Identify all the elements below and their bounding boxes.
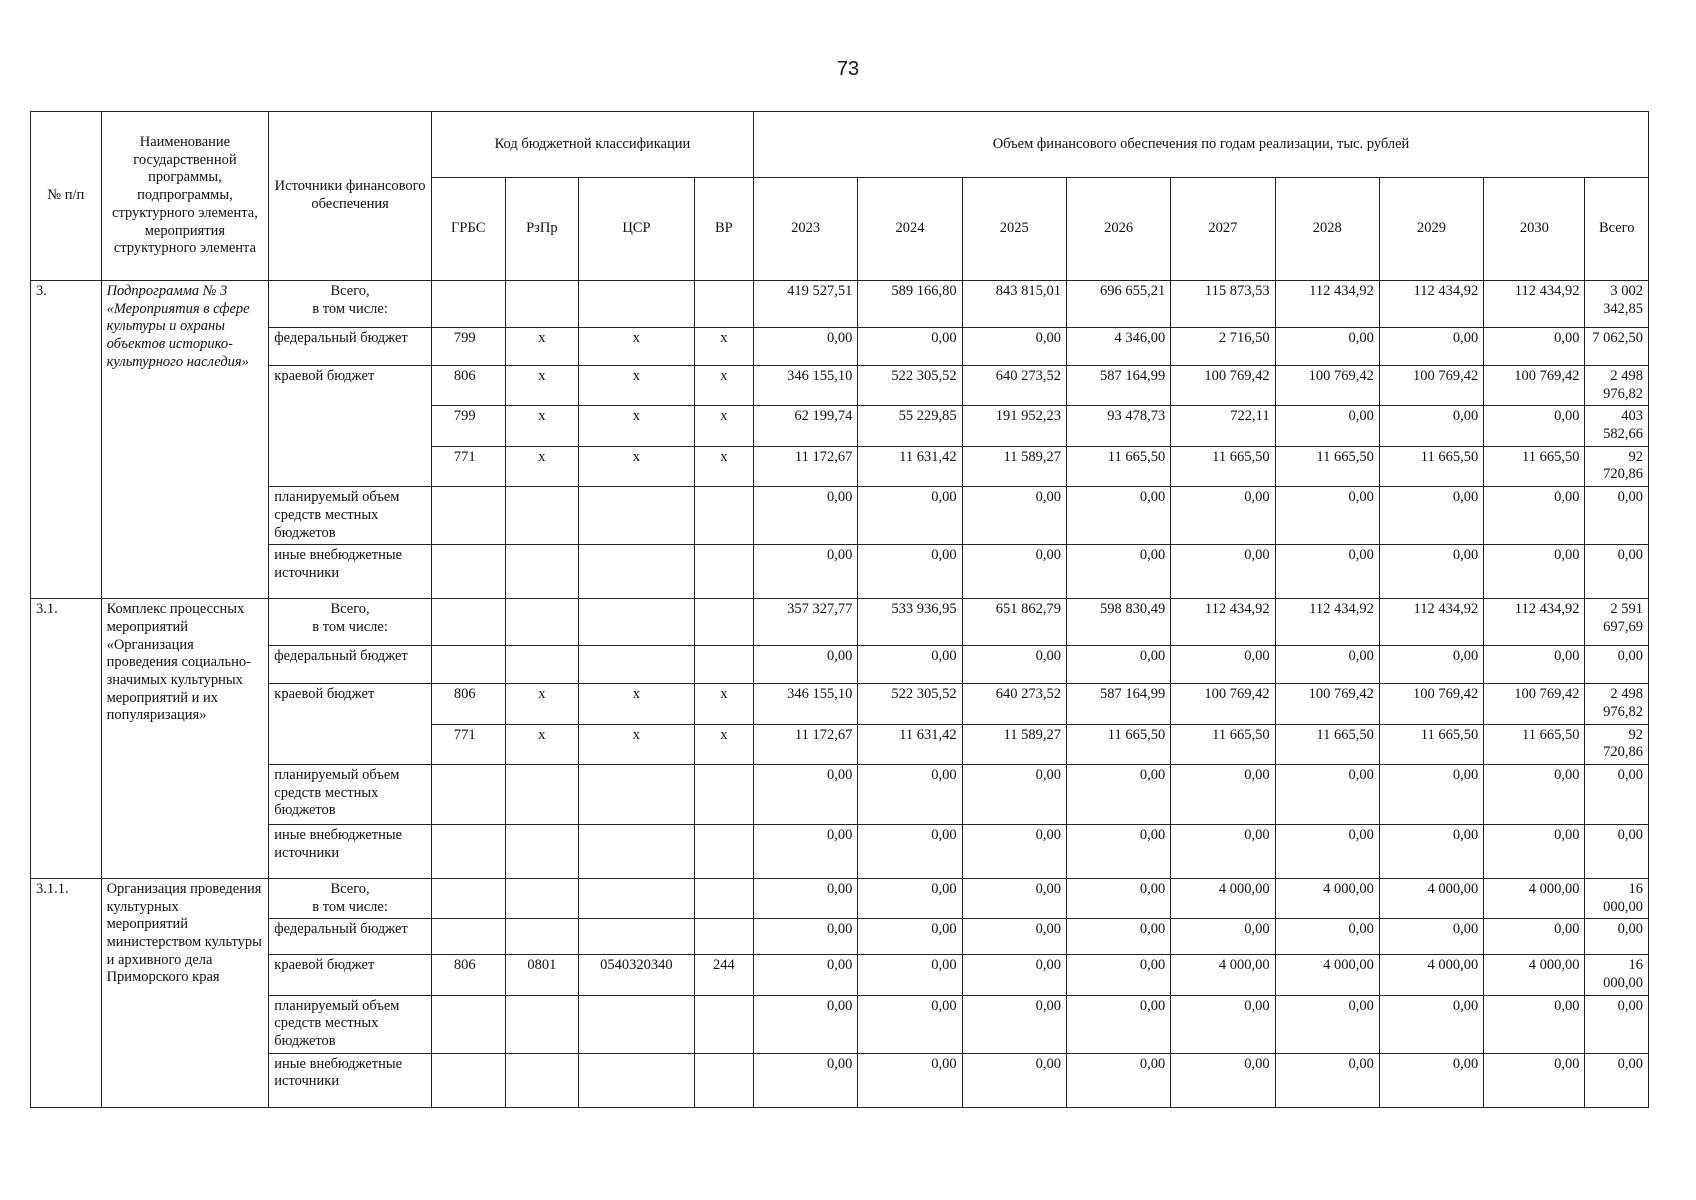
value-year: 0,00 <box>1484 995 1585 1053</box>
header-name: Наименование государственной программы, подпрограммы, структурного элемента, мероприятия структурного элемента <box>101 112 269 281</box>
table-row <box>31 955 1649 995</box>
code-grbs <box>431 646 505 684</box>
header-volume: Объем финансового обеспечения по годам реализации, тыс. рублей <box>754 112 1649 178</box>
value-year: 4 000,00 <box>1171 878 1275 918</box>
code-csr <box>579 599 695 646</box>
value-year: 0,00 <box>1379 919 1483 955</box>
value-year: 722,11 <box>1171 406 1275 446</box>
value-year: 2 716,50 <box>1171 328 1275 366</box>
value-year: 0,00 <box>1484 919 1585 955</box>
value-year: 93 478,73 <box>1066 406 1170 446</box>
table-row <box>31 328 1649 366</box>
value-year: 0,00 <box>1171 995 1275 1053</box>
value-year: 0,00 <box>858 545 962 599</box>
code-grbs <box>431 487 505 545</box>
value-year: 0,00 <box>1275 919 1379 955</box>
value-year: 11 665,50 <box>1275 446 1379 486</box>
value-year: 0,00 <box>1275 824 1379 878</box>
value-year: 0,00 <box>858 824 962 878</box>
value-year: 651 862,79 <box>962 599 1066 646</box>
value-total: 0,00 <box>1585 764 1649 824</box>
code-csr <box>579 878 695 918</box>
code-vr <box>694 599 753 646</box>
value-year: 357 327,77 <box>754 599 858 646</box>
value-total: 0,00 <box>1585 487 1649 545</box>
table-row <box>31 545 1649 599</box>
header-csr: ЦСР <box>579 178 695 281</box>
value-year: 640 273,52 <box>962 366 1066 406</box>
header-grbs: ГРБС <box>431 178 505 281</box>
financing-table <box>30 111 1649 1108</box>
value-year: 100 769,42 <box>1171 684 1275 724</box>
value-year: 0,00 <box>962 646 1066 684</box>
code-csr <box>579 995 695 1053</box>
code-vr: x <box>694 406 753 446</box>
value-year: 0,00 <box>1484 764 1585 824</box>
value-year: 0,00 <box>1379 406 1483 446</box>
table-row <box>31 487 1649 545</box>
value-total: 2 498 976,82 <box>1585 684 1649 724</box>
value-year: 112 434,92 <box>1379 599 1483 646</box>
header-row-1 <box>31 112 1649 178</box>
value-year: 100 769,42 <box>1484 684 1585 724</box>
value-year: 0,00 <box>1066 955 1170 995</box>
value-year: 112 434,92 <box>1484 599 1585 646</box>
code-grbs: 771 <box>431 446 505 486</box>
header-year: 2030 <box>1484 178 1585 281</box>
code-grbs <box>431 1053 505 1107</box>
code-vr <box>694 646 753 684</box>
table-row <box>31 824 1649 878</box>
value-total: 0,00 <box>1585 995 1649 1053</box>
value-year: 4 346,00 <box>1066 328 1170 366</box>
header-year: 2023 <box>754 178 858 281</box>
code-rzpr: x <box>505 446 579 486</box>
value-year: 11 589,27 <box>962 724 1066 764</box>
page-number: 73 <box>836 58 860 80</box>
code-csr: x <box>579 406 695 446</box>
code-vr <box>694 919 753 955</box>
header-year: 2025 <box>962 178 1066 281</box>
value-year: 589 166,80 <box>858 281 962 328</box>
value-year: 55 229,85 <box>858 406 962 446</box>
value-year: 0,00 <box>1275 1053 1379 1107</box>
value-year: 112 434,92 <box>1275 599 1379 646</box>
code-csr: x <box>579 366 695 406</box>
table-row <box>31 995 1649 1053</box>
value-year: 11 665,50 <box>1171 724 1275 764</box>
value-year: 0,00 <box>754 995 858 1053</box>
code-grbs <box>431 878 505 918</box>
value-year: 0,00 <box>1066 878 1170 918</box>
header-vr: ВР <box>694 178 753 281</box>
code-csr: x <box>579 724 695 764</box>
header-year: 2028 <box>1275 178 1379 281</box>
program-name: Организация проведения культурных мероприятий министерством культуры и архивного дела Приморского края <box>101 878 269 1107</box>
value-year: 4 000,00 <box>1379 878 1483 918</box>
value-year: 0,00 <box>1066 1053 1170 1107</box>
value-year: 11 665,50 <box>1066 446 1170 486</box>
table-row <box>31 764 1649 824</box>
source-name: краевой бюджет <box>269 684 432 765</box>
value-year: 0,00 <box>858 919 962 955</box>
value-year: 100 769,42 <box>1379 684 1483 724</box>
value-year: 11 665,50 <box>1379 446 1483 486</box>
value-year: 522 305,52 <box>858 684 962 724</box>
value-year: 0,00 <box>962 995 1066 1053</box>
value-year: 0,00 <box>1066 545 1170 599</box>
code-grbs: 799 <box>431 406 505 446</box>
source-name: планируемый объем средств местных бюджетов <box>269 995 432 1053</box>
value-year: 4 000,00 <box>1379 955 1483 995</box>
code-rzpr <box>505 919 579 955</box>
code-grbs: 799 <box>431 328 505 366</box>
value-year: 0,00 <box>1484 824 1585 878</box>
value-year: 0,00 <box>858 487 962 545</box>
source-name: иные внебюджетные источники <box>269 545 432 599</box>
value-year: 0,00 <box>858 995 962 1053</box>
header-rzpr: РзПр <box>505 178 579 281</box>
code-csr: x <box>579 684 695 724</box>
code-rzpr: x <box>505 724 579 764</box>
value-year: 0,00 <box>1379 764 1483 824</box>
value-year: 533 936,95 <box>858 599 962 646</box>
code-vr <box>694 878 753 918</box>
table-row <box>31 599 1649 646</box>
code-vr: x <box>694 366 753 406</box>
header-kbk: Код бюджетной классификации <box>431 112 753 178</box>
source-name: краевой бюджет <box>269 955 432 995</box>
table-row <box>31 684 1649 724</box>
value-year: 0,00 <box>962 1053 1066 1107</box>
code-csr <box>579 824 695 878</box>
code-rzpr: x <box>505 366 579 406</box>
value-year: 0,00 <box>1066 919 1170 955</box>
source-name: федеральный бюджет <box>269 328 432 366</box>
code-grbs: 771 <box>431 724 505 764</box>
value-total: 16 000,00 <box>1585 955 1649 995</box>
value-year: 11 172,67 <box>754 446 858 486</box>
table-row <box>31 1053 1649 1107</box>
value-year: 587 164,99 <box>1066 366 1170 406</box>
value-year: 843 815,01 <box>962 281 1066 328</box>
value-year: 346 155,10 <box>754 366 858 406</box>
value-year: 587 164,99 <box>1066 684 1170 724</box>
value-year: 0,00 <box>754 764 858 824</box>
value-year: 0,00 <box>1275 328 1379 366</box>
value-year: 0,00 <box>858 646 962 684</box>
code-vr <box>694 545 753 599</box>
source-total: Всего, в том числе: <box>269 281 432 328</box>
value-year: 11 589,27 <box>962 446 1066 486</box>
source-name: планируемый объем средств местных бюджетов <box>269 764 432 824</box>
source-name: планируемый объем средств местных бюджетов <box>269 487 432 545</box>
value-total: 0,00 <box>1585 919 1649 955</box>
value-year: 112 434,92 <box>1171 599 1275 646</box>
code-grbs <box>431 599 505 646</box>
value-year: 346 155,10 <box>754 684 858 724</box>
code-grbs <box>431 919 505 955</box>
value-year: 11 665,50 <box>1484 724 1585 764</box>
value-year: 0,00 <box>1484 406 1585 446</box>
source-name: иные внебюджетные источники <box>269 1053 432 1107</box>
value-year: 0,00 <box>1484 646 1585 684</box>
value-year: 62 199,74 <box>754 406 858 446</box>
value-year: 100 769,42 <box>1379 366 1483 406</box>
value-year: 100 769,42 <box>1171 366 1275 406</box>
value-total: 2 498 976,82 <box>1585 366 1649 406</box>
value-year: 0,00 <box>1066 487 1170 545</box>
code-grbs: 806 <box>431 955 505 995</box>
value-year: 0,00 <box>1066 995 1170 1053</box>
value-year: 0,00 <box>1379 487 1483 545</box>
code-csr <box>579 487 695 545</box>
table-row <box>31 366 1649 406</box>
code-vr: x <box>694 724 753 764</box>
value-year: 191 952,23 <box>962 406 1066 446</box>
value-year: 11 665,50 <box>1171 446 1275 486</box>
value-year: 4 000,00 <box>1275 955 1379 995</box>
code-vr <box>694 824 753 878</box>
value-year: 0,00 <box>962 824 1066 878</box>
value-year: 696 655,21 <box>1066 281 1170 328</box>
code-grbs: 806 <box>431 366 505 406</box>
value-year: 0,00 <box>1275 545 1379 599</box>
code-rzpr <box>505 281 579 328</box>
value-year: 11 631,42 <box>858 724 962 764</box>
code-csr <box>579 545 695 599</box>
value-total: 92 720,86 <box>1585 446 1649 486</box>
value-year: 11 665,50 <box>1066 724 1170 764</box>
value-year: 0,00 <box>1379 995 1483 1053</box>
value-year: 0,00 <box>1379 1053 1483 1107</box>
value-year: 4 000,00 <box>1171 955 1275 995</box>
code-rzpr <box>505 824 579 878</box>
code-rzpr: x <box>505 328 579 366</box>
value-year: 0,00 <box>1066 764 1170 824</box>
value-year: 0,00 <box>754 824 858 878</box>
code-grbs <box>431 545 505 599</box>
header-year: 2024 <box>858 178 962 281</box>
value-year: 112 434,92 <box>1379 281 1483 328</box>
value-year: 419 527,51 <box>754 281 858 328</box>
code-vr: x <box>694 328 753 366</box>
code-rzpr <box>505 545 579 599</box>
value-year: 0,00 <box>1171 1053 1275 1107</box>
program-name: Комплекс процессных мероприятий «Организация проведения социально-значимых культурных мероприятий и их популяризация» <box>101 599 269 879</box>
code-rzpr <box>505 646 579 684</box>
value-year: 0,00 <box>858 1053 962 1107</box>
value-year: 0,00 <box>1171 919 1275 955</box>
value-total: 2 591 697,69 <box>1585 599 1649 646</box>
value-year: 0,00 <box>754 1053 858 1107</box>
code-vr <box>694 1053 753 1107</box>
code-csr <box>579 646 695 684</box>
header-source: Источники финансового обеспечения <box>269 112 432 281</box>
value-year: 0,00 <box>754 878 858 918</box>
value-year: 0,00 <box>754 646 858 684</box>
value-year: 0,00 <box>754 545 858 599</box>
table-row <box>31 919 1649 955</box>
code-rzpr <box>505 764 579 824</box>
value-year: 0,00 <box>962 955 1066 995</box>
value-year: 0,00 <box>1275 995 1379 1053</box>
value-total: 0,00 <box>1585 824 1649 878</box>
code-rzpr: 0801 <box>505 955 579 995</box>
code-csr: x <box>579 446 695 486</box>
value-year: 11 665,50 <box>1275 724 1379 764</box>
table-row <box>31 878 1649 918</box>
value-year: 115 873,53 <box>1171 281 1275 328</box>
value-year: 0,00 <box>754 487 858 545</box>
value-year: 0,00 <box>962 487 1066 545</box>
source-name: федеральный бюджет <box>269 919 432 955</box>
table-row <box>31 281 1649 328</box>
value-year: 0,00 <box>962 878 1066 918</box>
code-rzpr <box>505 487 579 545</box>
code-vr: x <box>694 446 753 486</box>
value-year: 0,00 <box>858 878 962 918</box>
value-year: 0,00 <box>1379 328 1483 366</box>
value-total: 3 002 342,85 <box>1585 281 1649 328</box>
code-vr <box>694 995 753 1053</box>
value-year: 522 305,52 <box>858 366 962 406</box>
value-year: 11 665,50 <box>1484 446 1585 486</box>
value-year: 100 769,42 <box>1484 366 1585 406</box>
value-year: 598 830,49 <box>1066 599 1170 646</box>
value-year: 4 000,00 <box>1275 878 1379 918</box>
value-year: 11 172,67 <box>754 724 858 764</box>
value-year: 100 769,42 <box>1275 366 1379 406</box>
row-number: 3.1.1. <box>31 878 102 1107</box>
code-csr <box>579 764 695 824</box>
code-rzpr <box>505 878 579 918</box>
value-year: 11 631,42 <box>858 446 962 486</box>
value-year: 0,00 <box>858 955 962 995</box>
row-number: 3. <box>31 281 102 599</box>
value-year: 0,00 <box>754 955 858 995</box>
header-num: № п/п <box>31 112 102 281</box>
code-vr <box>694 764 753 824</box>
value-total: 0,00 <box>1585 646 1649 684</box>
header-year: 2026 <box>1066 178 1170 281</box>
value-year: 0,00 <box>1275 646 1379 684</box>
value-year: 0,00 <box>962 545 1066 599</box>
value-year: 0,00 <box>1171 824 1275 878</box>
code-rzpr: x <box>505 684 579 724</box>
code-csr: 0540320340 <box>579 955 695 995</box>
source-name: федеральный бюджет <box>269 646 432 684</box>
value-year: 4 000,00 <box>1484 878 1585 918</box>
value-year: 0,00 <box>1484 328 1585 366</box>
code-grbs <box>431 824 505 878</box>
value-year: 0,00 <box>1171 646 1275 684</box>
value-year: 640 273,52 <box>962 684 1066 724</box>
code-rzpr <box>505 1053 579 1107</box>
value-year: 0,00 <box>1484 545 1585 599</box>
value-total: 92 720,86 <box>1585 724 1649 764</box>
code-csr <box>579 919 695 955</box>
value-year: 0,00 <box>1171 487 1275 545</box>
value-year: 0,00 <box>962 764 1066 824</box>
code-grbs <box>431 281 505 328</box>
value-year: 0,00 <box>1275 487 1379 545</box>
value-year: 0,00 <box>1171 545 1275 599</box>
value-year: 0,00 <box>1275 764 1379 824</box>
value-year: 0,00 <box>1484 487 1585 545</box>
code-grbs <box>431 764 505 824</box>
code-csr <box>579 281 695 328</box>
source-total: Всего, в том числе: <box>269 599 432 646</box>
value-total: 0,00 <box>1585 545 1649 599</box>
source-total: Всего, в том числе: <box>269 878 432 918</box>
value-year: 0,00 <box>1171 764 1275 824</box>
value-year: 11 665,50 <box>1379 724 1483 764</box>
value-year: 112 434,92 <box>1275 281 1379 328</box>
row-number: 3.1. <box>31 599 102 879</box>
value-year: 100 769,42 <box>1275 684 1379 724</box>
value-year: 0,00 <box>1066 824 1170 878</box>
source-name: краевой бюджет <box>269 366 432 487</box>
value-year: 0,00 <box>1379 545 1483 599</box>
value-year: 112 434,92 <box>1484 281 1585 328</box>
code-vr <box>694 281 753 328</box>
code-vr <box>694 487 753 545</box>
header-total: Всего <box>1585 178 1649 281</box>
program-name: Подпрограмма № 3 «Мероприятия в сфере культуры и охраны объектов историко-культурного наследия» <box>101 281 269 599</box>
value-year: 0,00 <box>754 328 858 366</box>
value-year: 0,00 <box>858 328 962 366</box>
value-year: 0,00 <box>962 919 1066 955</box>
value-year: 4 000,00 <box>1484 955 1585 995</box>
code-rzpr: x <box>505 406 579 446</box>
value-year: 0,00 <box>1484 1053 1585 1107</box>
value-total: 7 062,50 <box>1585 328 1649 366</box>
code-vr: x <box>694 684 753 724</box>
code-csr: x <box>579 328 695 366</box>
value-total: 403 582,66 <box>1585 406 1649 446</box>
header-year: 2029 <box>1379 178 1483 281</box>
value-total: 16 000,00 <box>1585 878 1649 918</box>
value-total: 0,00 <box>1585 1053 1649 1107</box>
code-rzpr <box>505 995 579 1053</box>
value-year: 0,00 <box>1066 646 1170 684</box>
code-grbs <box>431 995 505 1053</box>
value-year: 0,00 <box>858 764 962 824</box>
value-year: 0,00 <box>1379 824 1483 878</box>
source-name: иные внебюджетные источники <box>269 824 432 878</box>
code-grbs: 806 <box>431 684 505 724</box>
value-year: 0,00 <box>754 919 858 955</box>
value-year: 0,00 <box>1379 646 1483 684</box>
header-year: 2027 <box>1171 178 1275 281</box>
code-vr: 244 <box>694 955 753 995</box>
value-year: 0,00 <box>962 328 1066 366</box>
value-year: 0,00 <box>1275 406 1379 446</box>
code-rzpr <box>505 599 579 646</box>
code-csr <box>579 1053 695 1107</box>
table-row <box>31 646 1649 684</box>
